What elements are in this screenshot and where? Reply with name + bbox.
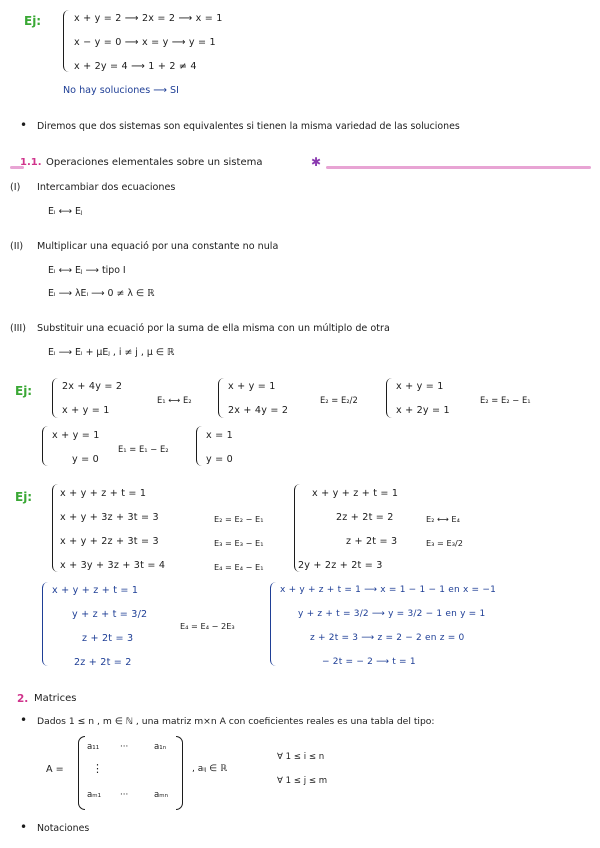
op-formula: Eᵢ ⟷ Eⱼ [48, 206, 83, 217]
equation-row: x + y = 2 ⟶ 2x = 2 ⟶ x = 1 [74, 13, 223, 24]
equation-row: x + y + z + t = 1 [60, 488, 147, 499]
row-operation: E₃ = E₃/2 [426, 538, 463, 548]
star-icon: ✱ [311, 155, 322, 169]
matrix-name: A = [46, 764, 64, 775]
section-title: Operaciones elementales sobre un sistema [46, 157, 263, 168]
equation-row: x + y = 1 [396, 381, 444, 392]
system-brace [270, 582, 278, 666]
example-label: Ej: [15, 490, 33, 504]
equation-row: x + y + z + t = 1 [52, 585, 139, 596]
conclusion-text: No hay soluciones ⟶ SI [63, 85, 179, 96]
system-brace [294, 484, 302, 572]
row-operation: E₃ = E₃ − E₁ [214, 538, 264, 548]
equation-row: x + 2y = 1 [396, 405, 450, 416]
equation-row: 2z + 2t = 2 [336, 512, 394, 523]
equation-row: y + z + t = 3/2 ⟶ y = 3/2 − 1 en y = 1 [298, 609, 486, 619]
equation-row: x + y = 1 [52, 430, 100, 441]
equation-row: 2z + 2t = 2 [74, 657, 132, 668]
system-brace [52, 378, 60, 418]
equation-row: x + y + z + t = 1 ⟶ x = 1 − 1 − 1 en x = −1 [280, 585, 497, 595]
matrix-entry: aₘ₁ [87, 790, 102, 800]
equation-row: x + 3y + 3z + 3t = 4 [60, 560, 166, 571]
equation-row: y = 0 [72, 454, 99, 465]
row-operation: E₂ = E₂ − E₁ [480, 395, 531, 405]
op-number: (I) [10, 182, 21, 193]
system-brace [42, 582, 50, 666]
equation-row: x + 2y = 4 ⟶ 1 + 2 ≠ 4 [74, 61, 197, 72]
equation-row: y = 0 [206, 454, 233, 465]
matrix-definition: Dados 1 ≤ n , m ∈ ℕ , una matriz m×n A con coeficientes reales es una tabla del tipo: [37, 716, 435, 727]
equation-row: x + y = 1 [62, 405, 110, 416]
system-brace [52, 484, 60, 572]
matrix-dots: ··· [120, 742, 129, 752]
section-number: 2. [17, 693, 29, 705]
row-operation: E₄ = E₄ − E₁ [214, 562, 264, 572]
op-number: (III) [10, 323, 26, 334]
matrix-entry: aₘₙ [154, 790, 169, 800]
row-operation: E₂ ⟷ E₄ [426, 514, 460, 524]
matrix-entry: a₁ₙ [154, 742, 167, 752]
equivalence-note: Diremos que dos sistemas son equivalentes si tienen la misma variedad de las soluciones [37, 121, 460, 132]
equation-row: x − y = 0 ⟶ x = y ⟶ y = 1 [74, 37, 216, 48]
equation-row: x + y + z + t = 1 [312, 488, 399, 499]
system-brace [218, 378, 226, 418]
row-operation: E₄ = E₄ − 2E₃ [180, 621, 235, 631]
matrix-bracket [78, 736, 85, 810]
example-label: Ej: [24, 14, 42, 28]
equation-row: y + z + t = 3/2 [72, 609, 148, 620]
example-label: Ej: [15, 384, 33, 398]
op-description: Multiplicar una equació por una constante no nula [37, 241, 279, 252]
index-condition: ∀ 1 ≤ i ≤ n [277, 752, 325, 762]
equation-row: z + 2t = 3 [346, 536, 398, 547]
row-operation: E₁ ⟷ E₂ [157, 395, 192, 405]
op-description: Intercambiar dos ecuaciones [37, 182, 176, 193]
matrix-dots: ⋮ [92, 762, 103, 775]
equation-row: x + y + 2z + 3t = 3 [60, 536, 159, 547]
op-formula: Eᵢ ⟷ Eⱼ ⟶ tipo I [48, 265, 126, 276]
section-underline [326, 166, 591, 169]
matrix-bracket [176, 736, 183, 810]
op-number: (II) [10, 241, 24, 252]
system-brace [63, 10, 72, 72]
equation-row: z + 2t = 3 ⟶ z = 2 − 2 en z = 0 [310, 633, 465, 643]
op-formula: Eᵢ ⟶ λEᵢ ⟶ 0 ≠ λ ∈ ℝ [48, 288, 155, 299]
index-condition: ∀ 1 ≤ j ≤ m [277, 776, 328, 786]
equation-row: x + y = 1 [228, 381, 276, 392]
op-formula: Eᵢ ⟶ Eᵢ + μEⱼ , i ≠ j , μ ∈ ℝ [48, 347, 175, 358]
equation-row: z + 2t = 3 [82, 633, 134, 644]
matrix-dots: ··· [120, 790, 129, 800]
system-brace [386, 378, 394, 418]
section-number: 1.1. [20, 157, 42, 168]
notaciones-heading: Notaciones [37, 823, 90, 834]
equation-row: 2y + 2z + 2t = 3 [298, 560, 383, 571]
equation-row: x = 1 [206, 430, 233, 441]
row-operation: E₁ = E₁ − E₂ [118, 444, 169, 454]
system-brace [196, 426, 204, 466]
equation-row: − 2t = − 2 ⟶ t = 1 [322, 657, 416, 667]
bullet: • [20, 713, 28, 727]
equation-row: 2x + 4y = 2 [62, 381, 123, 392]
section-title: Matrices [34, 693, 77, 704]
matrix-entry: a₁₁ [87, 742, 100, 752]
system-brace [42, 426, 50, 466]
bullet: • [20, 820, 28, 834]
entry-domain: , aᵢⱼ ∈ ℝ [192, 764, 228, 774]
equation-row: x + y + 3z + 3t = 3 [60, 512, 159, 523]
row-operation: E₂ = E₂ − E₁ [214, 514, 264, 524]
op-description: Substituir una ecuació por la suma de ella misma con un múltiplo de otra [37, 323, 390, 334]
equation-row: 2x + 4y = 2 [228, 405, 289, 416]
row-operation: E₂ = E₂/2 [320, 395, 358, 405]
bullet: • [20, 118, 28, 132]
